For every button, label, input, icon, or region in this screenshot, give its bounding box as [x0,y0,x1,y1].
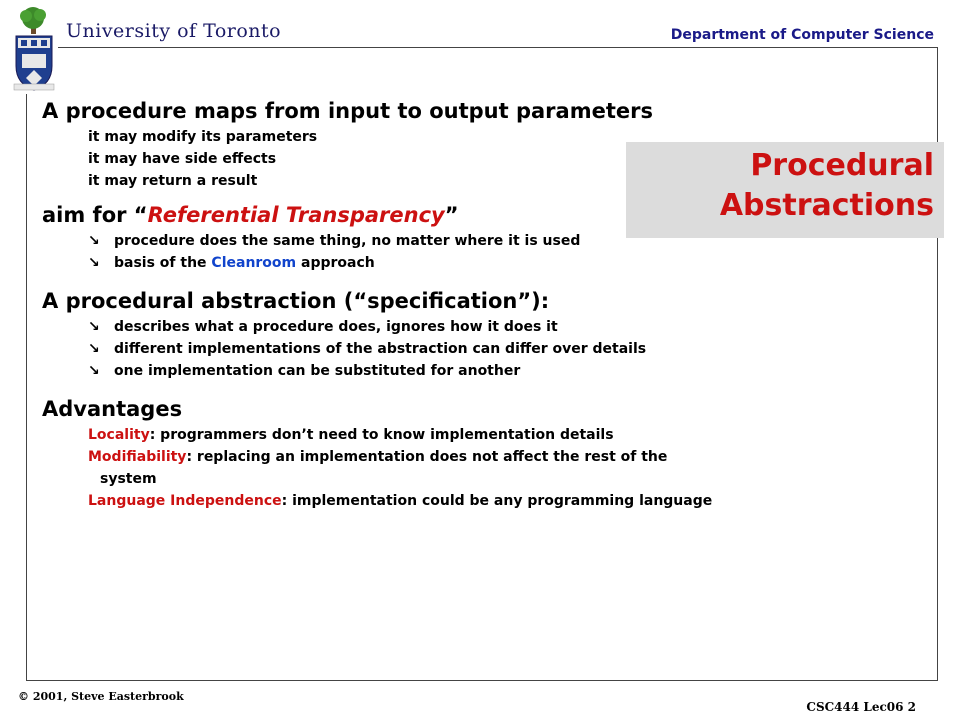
list-item: it may return a result [88,173,258,189]
list-item-text: basis of the [114,255,212,271]
locality-term: Locality [88,427,150,443]
cleanroom-term: Cleanroom [211,255,297,271]
slide-title-box [626,142,944,238]
list-item-text: : replacing an implementation does not affect the rest of the [186,449,668,465]
arrow-bullet-icon: ↘ [88,255,100,271]
slide-title-line: Abstractions [719,188,934,223]
slide-title-line: Procedural [750,148,934,183]
frame-left-line [26,94,27,680]
section-heading-procedure: A procedure maps from input to output parameters [42,99,653,123]
list-item [88,316,922,338]
list-item-continuation [88,468,922,490]
list-item [88,338,922,360]
list-item-text: : implementation could be any programming language [281,493,713,509]
arrow-bullet-icon: ↘ [88,363,100,379]
list-item-text: system [100,471,157,487]
list-item-text: describes what a procedure does, ignores how it does it [114,319,558,335]
university-crest-icon [12,6,56,92]
list-item-text: one implementation can be substituted for another [114,363,521,379]
frame-bottom-line [26,680,938,681]
list-item [88,424,922,446]
arrow-bullet-icon: ↘ [88,341,100,357]
heading-suffix: ” [444,203,459,227]
language-independence-term: Language Independence [88,493,282,509]
lecture-number: CSC444 Lec06 2 [806,700,916,714]
list-item-text: procedure does the same thing, no matter where it is used [114,233,581,249]
university-name: University of Toronto [66,20,282,42]
referential-transparency-term: Referential Transparency [147,203,445,227]
list-item [88,360,922,382]
list-item-text: approach [296,255,375,271]
slide-title [720,146,934,226]
modifiability-term: Modifiability [88,449,187,465]
list-item-text: : programmers don’t need to know implementation details [149,427,614,443]
list-item [88,252,922,274]
arrow-bullet-icon: ↘ [88,319,100,335]
list-item: it may have side effects [88,151,277,167]
frame-top-line [58,47,938,48]
list-item [88,446,922,468]
list-item-text: different implementations of the abstraction can differ over details [114,341,647,357]
copyright-notice: © 2001, Steve Easterbrook [18,690,184,703]
department-name: Department of Computer Science [670,27,934,43]
list-item: it may modify its parameters [88,129,318,145]
list-item [88,490,922,512]
section-heading-abstraction: A procedural abstraction (“specification”): [42,289,550,313]
arrow-bullet-icon: ↘ [88,233,100,249]
heading-prefix: aim for “ [42,203,148,227]
section-heading-advantages: Advantages [42,397,183,421]
